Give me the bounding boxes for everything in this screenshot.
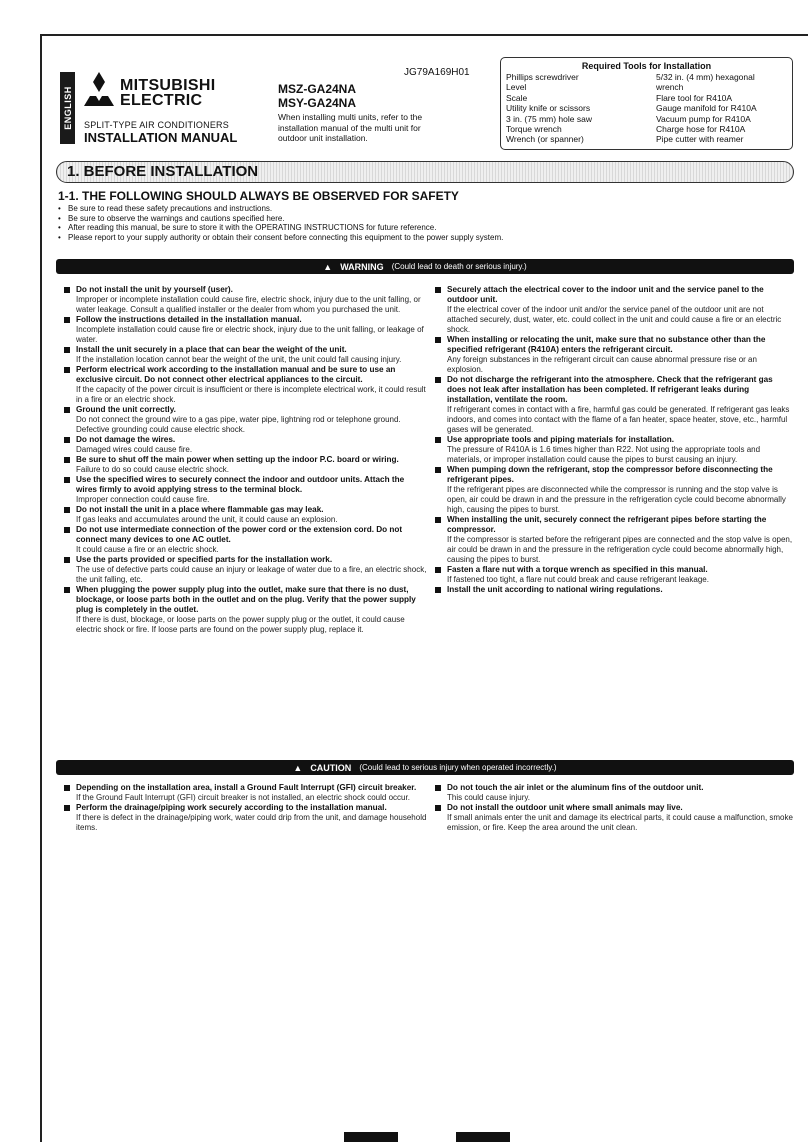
safety-item: [62, 475, 427, 505]
bullet-square-icon: [64, 347, 70, 353]
bullet-square-icon: [64, 317, 70, 323]
safety-item-detail: If there is defect in the drainage/piping work, water could drip from the unit, and damage household items.: [76, 813, 427, 832]
bullet-square-icon: [435, 567, 441, 573]
safety-item-detail: Failure to do so could cause electric shock.: [76, 465, 229, 474]
intro-item: • Be sure to read these safety precautions and instructions.: [58, 204, 794, 214]
doc-code: JG79A169H01: [404, 67, 470, 78]
caution-list-left: [62, 783, 427, 833]
brand-line-1: MITSUBISHI: [120, 77, 216, 94]
tool-item: Phillips screwdriver: [506, 72, 579, 82]
bullet-square-icon: [435, 785, 441, 791]
warning-label: WARNING: [340, 261, 384, 272]
bullet-square-icon: [435, 517, 441, 523]
tool-item: Scale: [506, 92, 528, 103]
intro-item: • Be sure to observe the warnings and cautions specified here.: [58, 214, 794, 224]
warning-description: (Could lead to death or serious injury.): [391, 262, 527, 271]
safety-item: [433, 375, 794, 435]
safety-item-heading: When plugging the power supply plug into the outlet, make sure that there is no dust, blockage, or loose parts both in the outlet and on the plug. Verify that the power supply plug is completely in the outlet.: [76, 585, 416, 614]
safety-item: [62, 505, 427, 525]
multi-unit-note: When installing multi units, refer to the installation manual of the multi unit for outdoor unit installation.: [278, 112, 423, 143]
brand-line-2: ELECTRIC: [120, 92, 203, 109]
brand-name: [120, 78, 215, 108]
safety-item: [433, 465, 794, 515]
safety-item-heading: Use the parts provided or specified parts for the installation work.: [76, 555, 333, 564]
safety-item: [433, 585, 794, 595]
section-title: 1. BEFORE INSTALLATION: [67, 163, 259, 180]
tool-item: Torque wrench: [506, 124, 562, 135]
safety-item-heading: Install the unit according to national wiring regulations.: [447, 585, 663, 594]
bullet-square-icon: [435, 287, 441, 293]
bullet-square-icon: [64, 587, 70, 593]
caution-label: CAUTION: [310, 762, 352, 773]
safety-item: [62, 365, 427, 405]
safety-item-heading: Follow the instructions detailed in the installation manual.: [76, 315, 302, 324]
caution-banner: [56, 760, 794, 775]
caution-icon: ▲: [293, 762, 303, 773]
safety-item: [62, 315, 427, 345]
safety-item-detail: Any foreign substances in the refrigerant circuit can cause abnormal pressure rise or an explosion.: [447, 355, 757, 374]
safety-item-detail: If small animals enter the unit and damage its electrical parts, it could cause a malfunction, smoke emission, or fire. Keep the area around the unit clean.: [447, 813, 793, 832]
safety-item-heading: Ground the unit correctly.: [76, 405, 176, 414]
bullet-square-icon: [64, 407, 70, 413]
safety-item-heading: Do not damage the wires.: [76, 435, 176, 444]
language-tab-label: ENGLISH: [62, 86, 73, 130]
bullet-square-icon: [435, 437, 441, 443]
intro-list: [58, 204, 794, 242]
safety-item: [62, 555, 427, 585]
warning-banner: [56, 259, 794, 274]
safety-item: [433, 515, 794, 565]
safety-item: [62, 525, 427, 555]
safety-item: [433, 783, 794, 803]
safety-item-detail: If the electrical cover of the indoor unit and/or the service panel of the outdoor unit are not attached securely, dust, water, etc. could collect in the unit and could cause a fire or an electric shock.: [447, 305, 782, 334]
tools-title: Required Tools for Installation: [581, 61, 712, 71]
intro-item: • After reading this manual, be sure to store it with the OPERATING INSTRUCTIONS for future reference.: [58, 223, 794, 233]
bullet-square-icon: [435, 377, 441, 383]
safety-item-detail: If fastened too tight, a flare nut could break and cause refrigerant leakage.: [447, 575, 709, 584]
safety-item-heading: Securely attach the electrical cover to the indoor unit and the service panel to the outdoor unit.: [447, 285, 764, 304]
safety-item-detail: Do not connect the ground wire to a gas pipe, water pipe, lightning rod or telephone ground. Defective grounding could cause electric shock.: [76, 415, 401, 434]
bullet-square-icon: [64, 785, 70, 791]
safety-item: [433, 285, 794, 335]
bullet-square-icon: [64, 367, 70, 373]
tool-item: Utility knife or scissors: [506, 103, 591, 114]
safety-item: [62, 455, 427, 475]
safety-item: [62, 803, 427, 833]
warning-list-left: [62, 285, 427, 635]
subsection-title: 1-1. THE FOLLOWING SHOULD ALWAYS BE OBSERVED FOR SAFETY: [58, 189, 459, 203]
mitsubishi-logo-icon: [84, 72, 114, 108]
safety-item: [433, 335, 794, 375]
bullet-square-icon: [64, 557, 70, 563]
safety-item-heading: Use appropriate tools and piping materials for installation.: [447, 435, 675, 444]
required-tools-box: [500, 57, 793, 150]
safety-item-heading: Use the specified wires to securely connect the indoor and outdoor units. Attach the wires firmly to avoid applying stress to the terminal block.: [76, 475, 405, 494]
tool-item: Level: [506, 82, 527, 93]
tool-item: wrench: [656, 82, 684, 93]
safety-item: [62, 585, 427, 635]
tools-grid: [506, 72, 787, 145]
safety-item-heading: When installing the unit, securely connect the refrigerant pipes before starting the compressor.: [447, 515, 767, 534]
warning-icon: ▲: [323, 261, 333, 272]
safety-item-detail: If the compressor is started before the refrigerant pipes are connected and the stop valve is open, air could be drawn in and the pressure in the refrigeration cycle could become abnormally high, causing the pipes to burst.: [447, 535, 793, 564]
safety-item-detail: If there is dust, blockage, or loose parts on the power supply plug or the outlet, it could cause electric shock or fire. If loose parts are found on the power supply plug, replace it.: [76, 615, 405, 634]
safety-item-detail: If the installation location cannot bear the weight of the unit, the unit could fall causing injury.: [76, 355, 402, 364]
tool-item: Charge hose for R410A: [656, 124, 746, 135]
model-number-1: MSZ-GA24NA: [278, 82, 357, 96]
bullet-square-icon: [435, 587, 441, 593]
warning-list-right: [433, 285, 794, 595]
bullet-square-icon: [64, 805, 70, 811]
bullet-square-icon: [64, 477, 70, 483]
safety-item-heading: Do not install the outdoor unit where small animals may live.: [447, 803, 683, 812]
safety-item-detail: The use of defective parts could cause an injury or leakage of water due to a fire, an electric shock, the unit falling, etc.: [76, 565, 427, 584]
safety-item-detail: If the Ground Fault Interrupt (GFI) circuit breaker is not installed, an electric shock could occur.: [76, 793, 410, 802]
section-heading-bar: [56, 161, 794, 183]
safety-item-heading: Depending on the installation area, install a Ground Fault Interrupt (GFI) circuit breaker.: [76, 783, 417, 792]
safety-item-detail: If refrigerant comes in contact with a fire, harmful gas could be generated. If refrigerant gas leaks indoors, and comes into contact with the flame of a fan heater, space heater, stove, etc., harmful gases will be generated.: [447, 405, 790, 434]
safety-item-detail: Incomplete installation could cause fire or electric shock, injury due to the unit falling, or leakage of water.: [76, 325, 424, 344]
caution-description: (Could lead to serious injury when operated incorrectly.): [359, 763, 557, 772]
safety-item-detail: This could cause injury.: [447, 793, 530, 802]
safety-item-heading: Install the unit securely in a place that can bear the weight of the unit.: [76, 345, 347, 354]
safety-item-detail: Damaged wires could cause fire.: [76, 445, 193, 454]
safety-item: [433, 435, 794, 465]
bullet-square-icon: [64, 437, 70, 443]
caution-list-right: [433, 783, 794, 833]
registration-mark: [344, 1132, 398, 1142]
bullet-square-icon: [64, 507, 70, 513]
safety-item-detail: The pressure of R410A is 1.6 times higher than R22. Not using the appropriate tools and materials, or improper installation could cause the pipes to burst causing an injury.: [447, 445, 761, 464]
doc-type-line-2: INSTALLATION MANUAL: [84, 130, 238, 145]
bullet-square-icon: [435, 337, 441, 343]
intro-item: • Please report to your supply authority or obtain their consent before connecting this equipment to the power supply system.: [58, 233, 794, 243]
tool-item: Wrench (or spanner): [506, 134, 584, 145]
tool-item: 3 in. (75 mm) hole saw: [506, 113, 592, 124]
safety-item: [62, 285, 427, 315]
safety-item-detail: If the capacity of the power circuit is insufficient or there is incomplete electrical work, it could result in a fire or an electric shock.: [76, 385, 426, 404]
safety-item-detail: It could cause a fire or an electric shock.: [76, 545, 219, 554]
safety-item: [62, 435, 427, 455]
safety-item-heading: When pumping down the refrigerant, stop the compressor before disconnecting the refrigerant pipes.: [447, 465, 773, 484]
safety-item-detail: If gas leaks and accumulates around the unit, it could cause an explosion.: [76, 515, 338, 524]
tool-item: Gauge manifold for R410A: [656, 103, 757, 114]
tool-item: 5/32 in. (4 mm) hexagonal: [656, 72, 755, 82]
safety-item-heading: When installing or relocating the unit, make sure that no substance other than the specified refrigerant (R410A) enters the refrigerant circuit.: [447, 335, 766, 354]
bullet-square-icon: [64, 457, 70, 463]
language-tab: [60, 72, 75, 144]
safety-item: [433, 803, 794, 833]
bullet-square-icon: [435, 467, 441, 473]
safety-item-heading: Be sure to shut off the main power when setting up the indoor P.C. board or wiring.: [76, 455, 399, 464]
safety-item-detail: Improper or incomplete installation could cause fire, electric shock, injury due to the unit falling, or water leakage. Consult a qualified installer or the dealer from whom you purchased the unit.: [76, 295, 421, 314]
safety-item: [62, 345, 427, 365]
doc-type-line-1: SPLIT-TYPE AIR CONDITIONERS: [84, 120, 229, 130]
bullet-square-icon: [64, 287, 70, 293]
safety-item-heading: Do not discharge the refrigerant into the atmosphere. Check that the refrigerant gas does not leak after installation has been completed. If refrigerant leaks during installation, ventilate the room.: [447, 375, 773, 404]
safety-item: [62, 783, 427, 803]
safety-item-heading: Fasten a flare nut with a torque wrench as specified in this manual.: [447, 565, 708, 574]
safety-item-heading: Do not install the unit in a place where flammable gas may leak.: [76, 505, 324, 514]
bullet-square-icon: [64, 527, 70, 533]
safety-item-heading: Do not use intermediate connection of the power cord or the extension cord. Do not connect many devices to one AC outlet.: [76, 525, 403, 544]
safety-item-heading: Perform the drainage/piping work securely according to the installation manual.: [76, 803, 387, 812]
bullet-square-icon: [435, 805, 441, 811]
model-number-2: MSY-GA24NA: [278, 96, 357, 110]
tool-item: Pipe cutter with reamer: [656, 134, 744, 145]
safety-item-detail: Improper connection could cause fire.: [76, 495, 210, 504]
safety-item-heading: Do not install the unit by yourself (user).: [76, 285, 233, 294]
tool-item: Vacuum pump for R410A: [656, 113, 751, 124]
tool-item: Flare tool for R410A: [656, 92, 733, 103]
safety-item: [62, 405, 427, 435]
safety-item-heading: Do not touch the air inlet or the aluminum fins of the outdoor unit.: [447, 783, 704, 792]
safety-item: [433, 565, 794, 585]
safety-item-heading: Perform electrical work according to the installation manual and be sure to use an exclusive circuit. Do not connect other electrical appliances to the circuit.: [76, 365, 396, 384]
registration-mark: [456, 1132, 510, 1142]
safety-item-detail: If the refrigerant pipes are disconnected while the compressor is running and the stop valve is open, air could be drawn in and the pressure in the refrigeration cycle could become abnormally high, causing the pipes to burst.: [447, 485, 786, 514]
